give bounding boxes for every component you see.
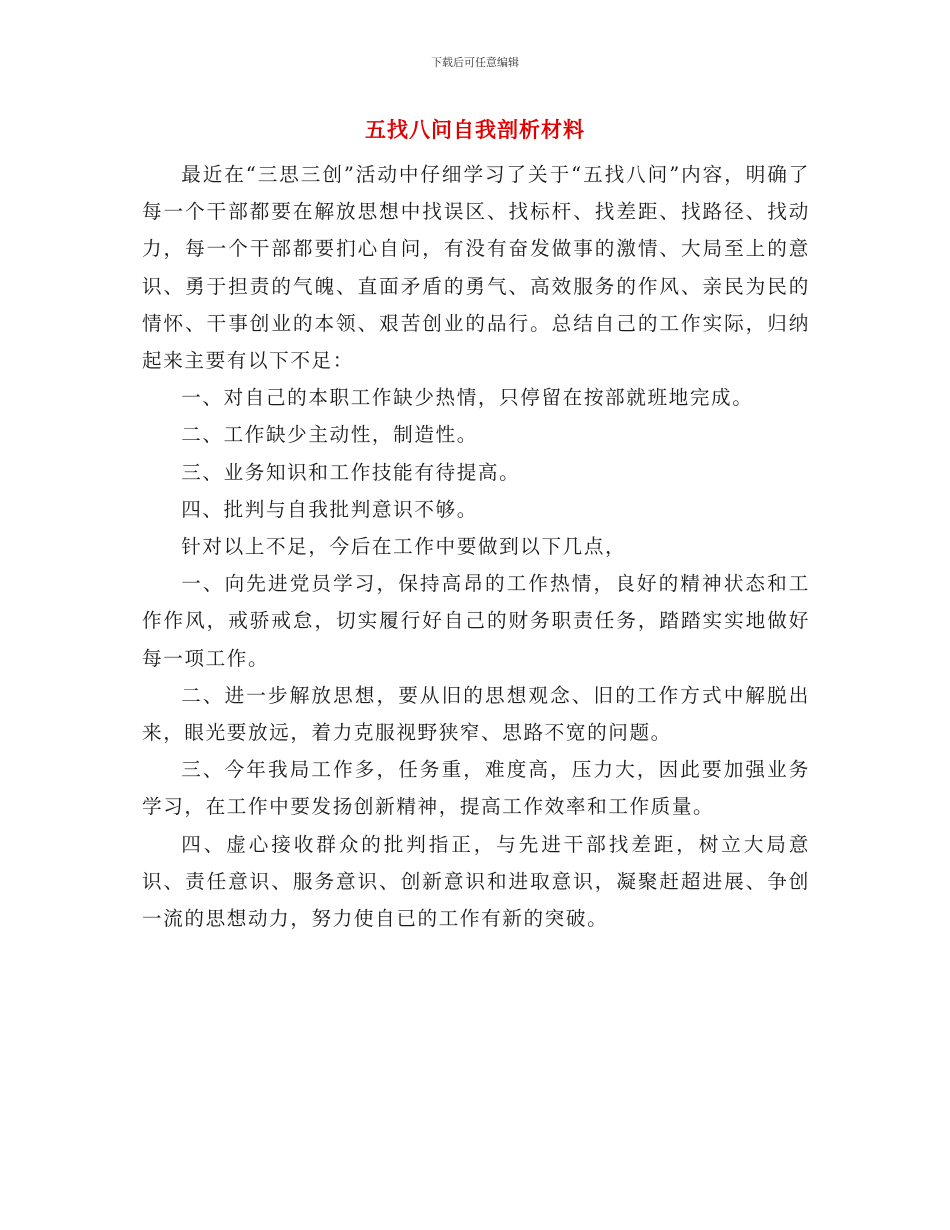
paragraph-measure-1: 一、向先进党员学习，保持高昂的工作热情，良好的精神状态和工作作风，戒骄戒怠，切实履行好自己的财务职责任务，踏踏实实地做好每一项工作。 <box>142 572 810 670</box>
paragraph-measure-3: 三、今年我局工作多，任务重，难度高，压力大，因此要加强业务学习，在工作中要发扬创新精神，提高工作效率和工作质量。 <box>142 758 810 819</box>
paragraph-shortcoming-2: 二、工作缺少主动性，制造性。 <box>181 423 478 447</box>
paragraph-shortcoming-4: 四、批判与自我批判意识不够。 <box>181 497 478 521</box>
paragraph-shortcoming-3: 三、业务知识和工作技能有待提高。 <box>181 460 521 484</box>
document-title: 五找八问自我剖析材料 <box>365 118 585 142</box>
paragraph-measure-2: 二、进一步解放思想，要从旧的思想观念、旧的工作方式中解脱出来，眼光要放远，着力克服视野狭窄、思路不宽的问题。 <box>142 683 810 745</box>
paragraph-measure-4: 四、虚心接收群众的批判指正，与先进干部找差距，树立大局意识、责任意识、服务意识、创新意识和进取意识，凝聚赶超进展、争创一流的思想动力，努力使自已的工作有新的突破。 <box>142 832 810 931</box>
paragraph-shortcoming-1: 一、对自己的本职工作缺少热情，只停留在按部就班地完成。 <box>181 386 754 410</box>
paragraph-transition: 针对以上不足，今后在工作中要做到以下几点， <box>181 535 627 559</box>
page-header-note: 下载后可任意编辑 <box>431 56 519 69</box>
paragraph-intro: 最近在“三思三创”活动中仔细学习了关于“五找八问”内容，明确了每一个干部都要在解放思想中找误区、找标杆、找差距、找路径、找动力，每一个干部都要扪心自问，有没有奋发做事的激情、大局至上的意识、勇于担责的气魄、直面矛盾的勇气、高效服务的作风、亲民为民的情怀、干事创业的本领、艰苦创业的品行。总结自己的工作实际，归纳起来主要有以下不足： <box>142 163 810 373</box>
document-body <box>142 156 810 937</box>
